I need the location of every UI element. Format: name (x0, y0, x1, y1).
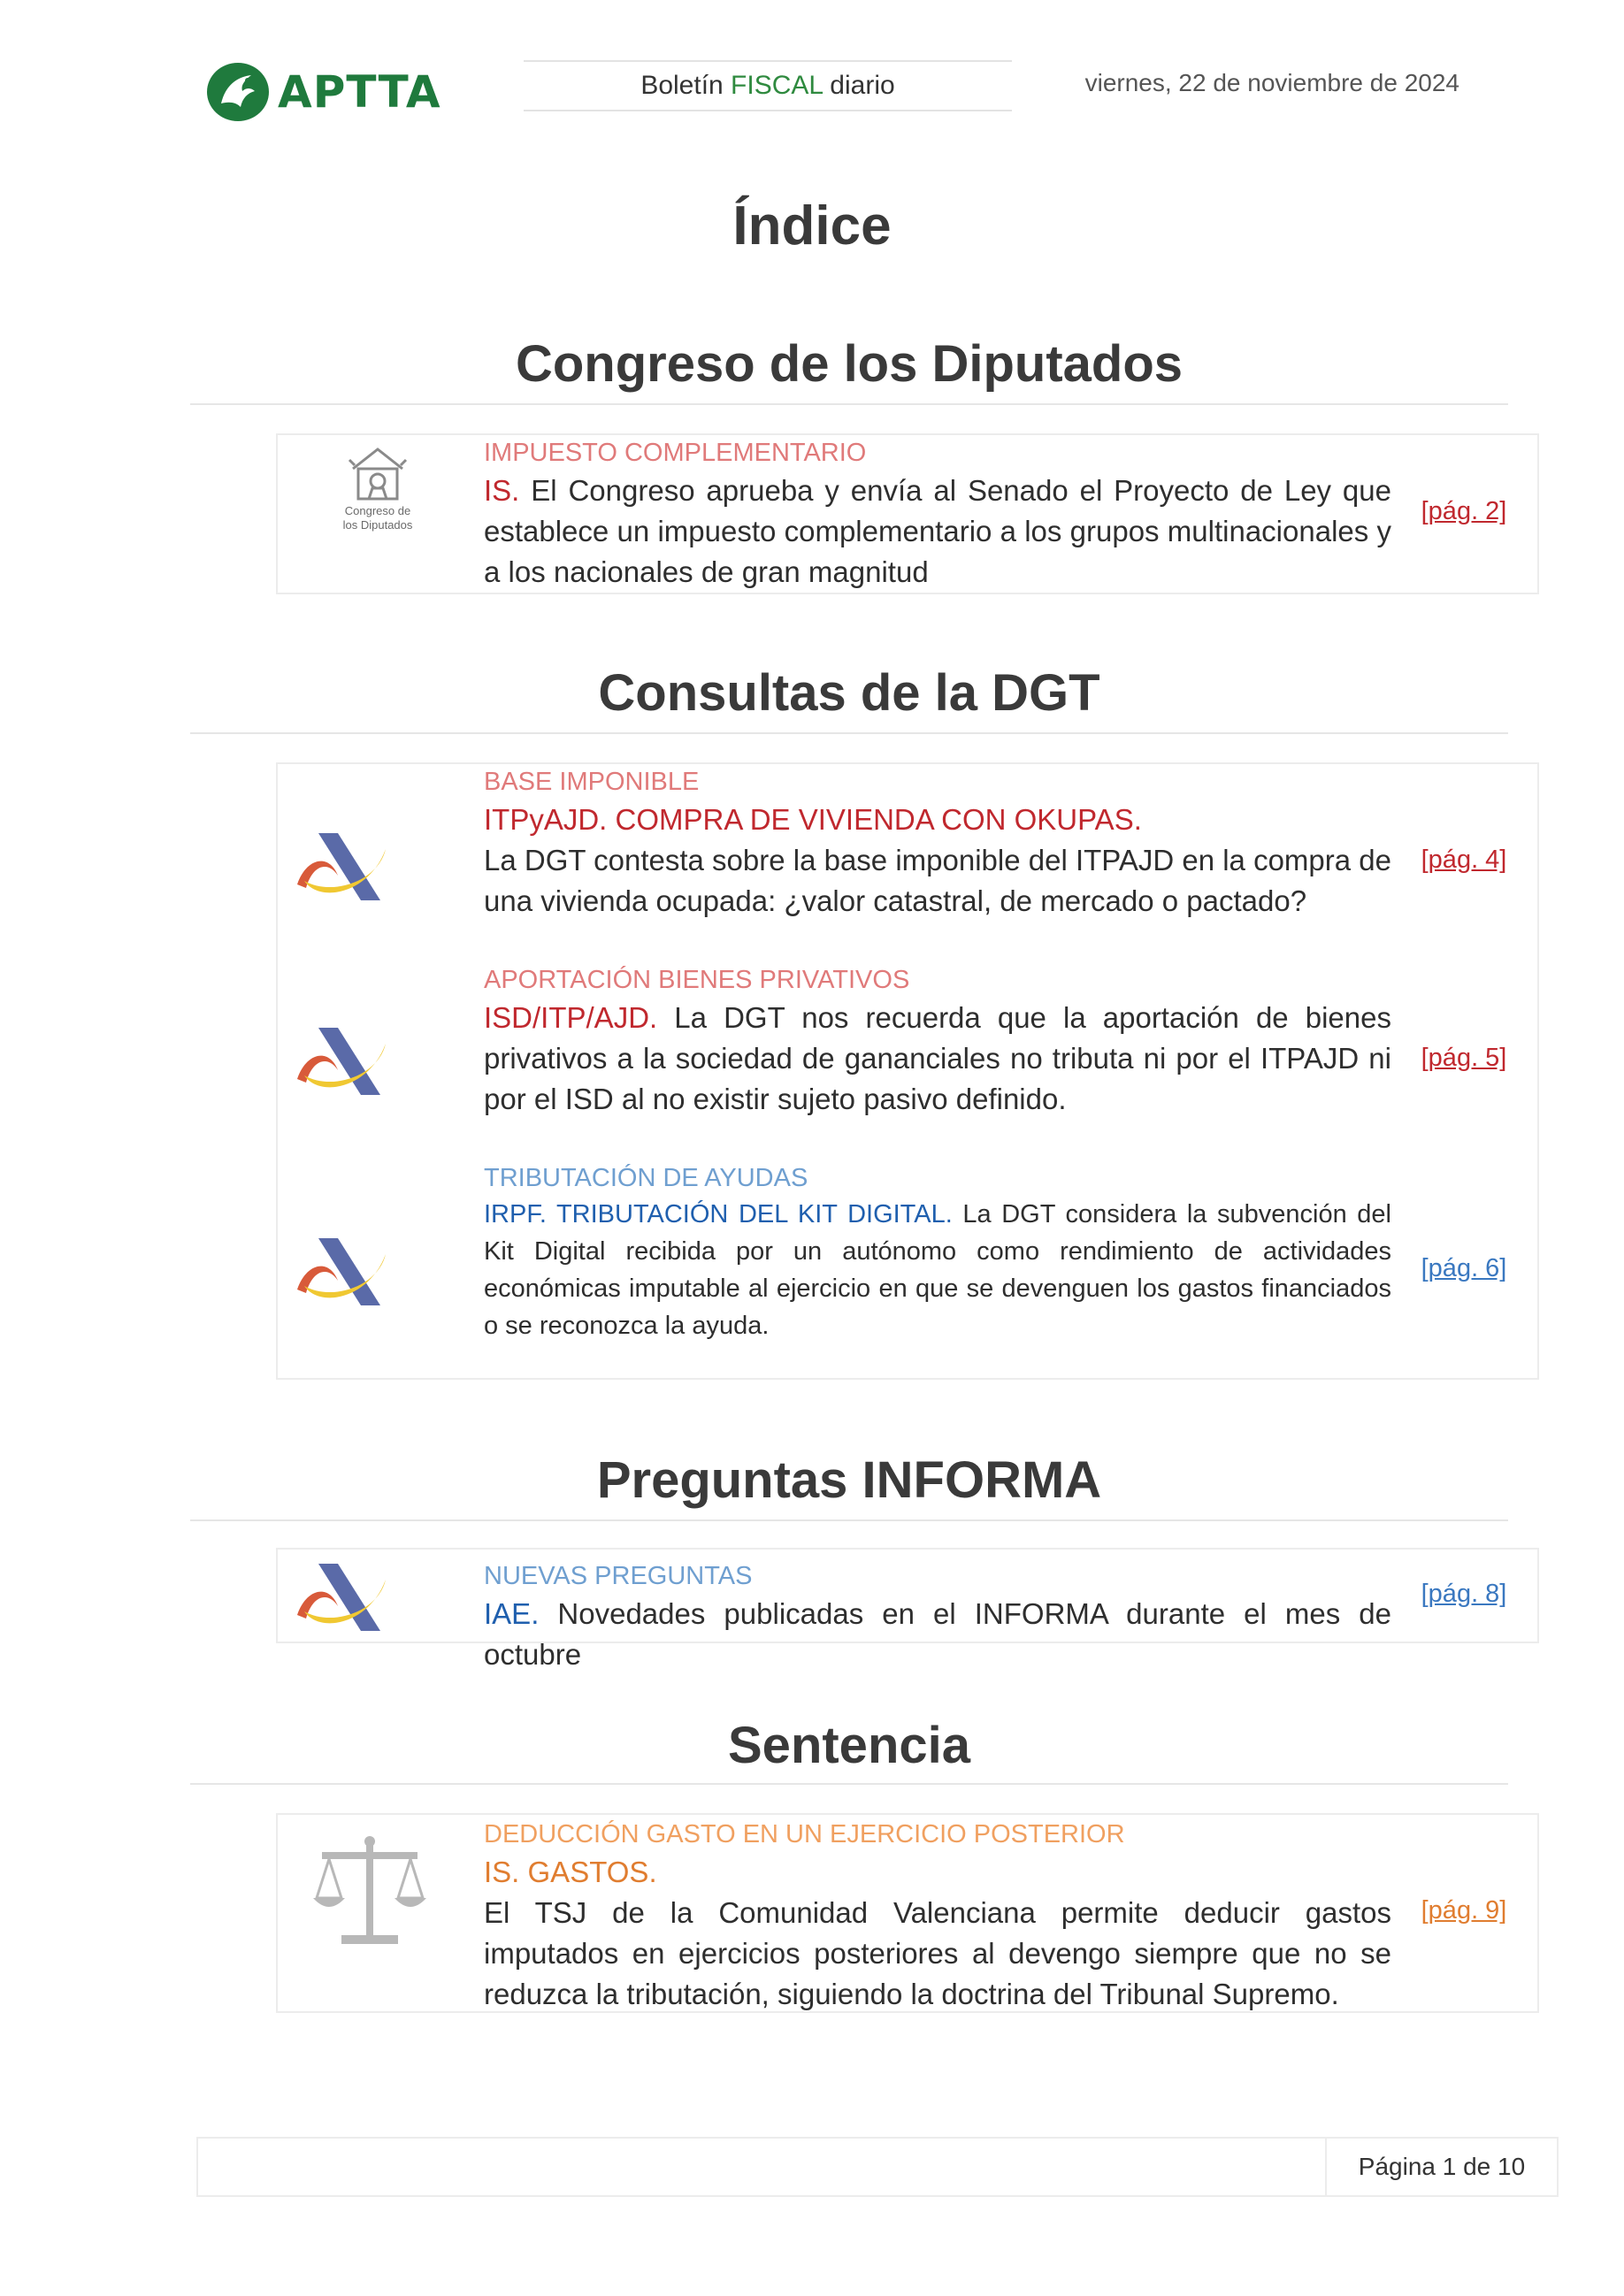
section-divider (190, 732, 1508, 734)
entry-text: ISD/ITP/AJD. La DGT nos recuerda que la aportación de bienes privativos a la sociedad de gananciales no tributa ni por el ITPAJD ni por el ISD al no existir sujeto pasivo definido. (484, 1001, 1391, 1115)
page-number: Página 1 de 10 (1358, 2153, 1526, 2180)
section-title-congreso: Congreso de los Diputados (515, 335, 1184, 393)
aeat-logo (294, 1017, 391, 1097)
scales-of-justice-icon (310, 1833, 430, 1953)
section-divider (190, 403, 1508, 405)
entry-dgt-ayudas (484, 1160, 1391, 1344)
scales-icon (310, 1833, 430, 1953)
section-title-dgt: Consultas de la DGT (598, 664, 1100, 722)
entry-category: TRIBUTACIÓN DE AYUDAS (484, 1164, 808, 1192)
entry-text: IRPF. TRIBUTACIÓN DEL KIT DIGITAL. La DGT considera la subvención del Kit Digital recibida por un autónomo como rendimiento de actividades económicas imputable al ejercicio en que se devenguen los gastos financiados o se reconozca la ayuda. (484, 1200, 1391, 1340)
aeat-logo-icon (294, 1017, 391, 1097)
congreso-logo: Congreso de los Diputados (311, 442, 444, 557)
entry-category: BASE IMPONIBLE (484, 768, 700, 796)
aptta-logo-text: APTTA (278, 66, 441, 118)
aptta-emblem-icon (205, 61, 271, 123)
aptta-logo (205, 57, 453, 127)
entry-category: NUEVAS PREGUNTAS (484, 1562, 753, 1590)
entry-lead: ITPyAJD. COMPRA DE VIVIENDA CON OKUPAS. (484, 803, 1142, 836)
entry-dgt-base-imponible (484, 764, 1391, 922)
entry-text: IAE. Novedades publicadas en el INFORMA durante el mes de octubre (484, 1597, 1391, 1671)
entry-lead: IAE. (484, 1597, 540, 1630)
page-link-4[interactable]: [pág. 4] (1421, 846, 1507, 874)
bulletin-date: viernes, 22 de noviembre de 2024 (1084, 69, 1459, 96)
entry-dgt-aportacion (484, 962, 1391, 1120)
section-title-informa: Preguntas INFORMA (596, 1451, 1102, 1509)
aeat-logo (294, 1228, 391, 1307)
entry-lead: IS. (484, 474, 520, 507)
section-divider (190, 1783, 1508, 1785)
entry-text: IS. El Congreso aprueba y envía al Senado el Proyecto de Ley que establece un impuesto complementario a los grupos multinacionales y a los nacionales de gran magnitud (484, 474, 1391, 588)
section-title-sentencia: Sentencia (728, 1717, 970, 1774)
page-link-6[interactable]: [pág. 6] (1421, 1254, 1507, 1282)
bulletin-title-highlight: FISCAL (731, 71, 823, 100)
entry-category: IMPUESTO COMPLEMENTARIO (484, 439, 867, 467)
page-link-5[interactable]: [pág. 5] (1421, 1044, 1507, 1072)
entry-text: El TSJ de la Comunidad Valenciana permite deducir gastos imputados en ejercicios posteriores al devengo siempre que no se reduzca la tributación, siguiendo la doctrina del Tribunal Supremo. (484, 1896, 1391, 2010)
entry-text: La DGT contesta sobre la base imponible del ITPAJD en la compra de una vivienda ocupada: ¿valor catastral, de mercado o pactado? (484, 844, 1391, 917)
entry-lead: IS. GASTOS. (484, 1856, 657, 1888)
aeat-logo-icon (294, 1228, 391, 1307)
aeat-logo-icon (294, 823, 391, 902)
aeat-logo-icon (294, 1553, 391, 1633)
page-link-8[interactable]: [pág. 8] (1421, 1580, 1507, 1608)
page-link-2[interactable]: [pág. 2] (1421, 497, 1507, 525)
entry-informa (484, 1558, 1391, 1675)
bulletin-title: Boletín FISCAL diario (524, 60, 1012, 111)
congreso-building-icon (342, 442, 413, 504)
entry-category: DEDUCCIÓN GASTO EN UN EJERCICIO POSTERIOR (484, 1820, 1125, 1848)
aeat-logo (294, 1553, 391, 1633)
section-divider (190, 1519, 1508, 1521)
entry-lead: ISD/ITP/AJD. (484, 1001, 658, 1034)
entry-sentencia (484, 1817, 1391, 2015)
aeat-logo (294, 823, 391, 902)
page-title: Índice (732, 195, 892, 256)
entry-category: APORTACIÓN BIENES PRIVATIVOS (484, 966, 910, 994)
entry-lead: IRPF. TRIBUTACIÓN DEL KIT DIGITAL. (484, 1200, 953, 1228)
entry-congreso (484, 435, 1391, 593)
page-link-9[interactable]: [pág. 9] (1421, 1896, 1507, 1925)
